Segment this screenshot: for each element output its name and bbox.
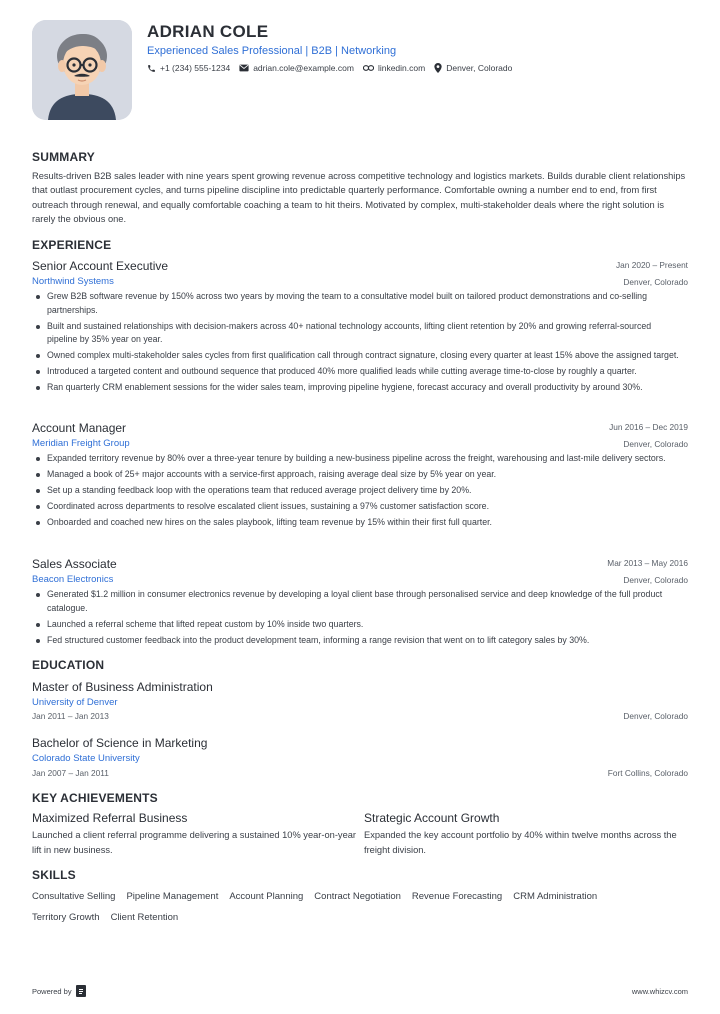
list-item: Built and sustained relationships with decision-makers across 40+ national technology accounts, lifting client retention by 20% and growing referral-sourced pipeline by 35% year on year. <box>32 320 682 347</box>
achievement-title: Strategic Account Growth <box>364 811 500 825</box>
achievement-text: Expanded the key account portfolio by 40% within twelve months across the freight division. <box>364 830 677 855</box>
job-company: Beacon Electronics <box>32 574 114 585</box>
education-location: Fort Collins, Colorado <box>607 768 688 778</box>
skill-tag: Pipeline Management <box>126 891 219 902</box>
school-name: Colorado State University <box>32 753 140 764</box>
skill-tag: CRM Administration <box>513 891 598 902</box>
candidate-name: ADRIAN COLE <box>147 22 269 41</box>
job-dates: Jun 2016 – Dec 2019 <box>609 422 688 432</box>
degree-title: Bachelor of Science in Marketing <box>32 736 208 750</box>
summary-text: Results-driven B2B sales leader with nine years spent growing revenue across competitive technology and logistics markets. Builds durable client relationships that outlast procurement cycles, and turns pipeline discipline into predictable quarterly performance. Comfortable owning a number end to end, from first outreach through renewal, and equally comfortable coaching a team to hit theirs. Motivated by complex, multi-stakeholder deals where the right solution is rarely the obvious one. <box>32 171 686 224</box>
job-title: Senior Account Executive <box>32 259 169 273</box>
job-title: Account Manager <box>32 421 127 435</box>
contact-phone[interactable] <box>147 63 230 73</box>
link-icon <box>363 64 374 72</box>
avatar <box>32 20 132 120</box>
education-dates: Jan 2007 – Jan 2011 <box>32 768 109 778</box>
degree-title: Master of Business Administration <box>32 680 213 694</box>
achievement-item <box>364 811 689 857</box>
list-item: Fed structured customer feedback into the product development team, informing a range revision that went on to lift category sales by 30%. <box>32 634 682 648</box>
list-item: Set up a standing feedback loop with the operations team that reduced average project delivery time by 20%. <box>32 484 682 498</box>
list-item: Managed a book of 25+ major accounts with a service-first approach, raising average deal size by 5% year on year. <box>32 468 682 482</box>
achievement-item <box>32 811 357 857</box>
skill-tag: Client Retention <box>110 912 179 923</box>
skill-tag: Consultative Selling <box>32 891 116 902</box>
phone-text: +1 (234) 555-1234 <box>160 63 231 73</box>
location-text: Denver, Colorado <box>446 63 513 73</box>
experience-heading: EXPERIENCE <box>32 238 112 252</box>
education-heading: EDUCATION <box>32 658 105 672</box>
list-item: Ran quarterly CRM enablement sessions for the wider sales team, improving pipeline hygiene, forecast accuracy and overall productivity by around 30%. <box>32 381 682 395</box>
skills-heading: SKILLS <box>32 868 76 882</box>
contact-email[interactable] <box>239 63 354 73</box>
skill-tag: Territory Growth <box>32 912 100 923</box>
avatar-illustration-icon <box>32 20 132 120</box>
whizcv-logo-icon <box>76 985 86 997</box>
list-item: Generated $1.2 million in consumer electronics revenue by developing a loyal client base through personalised service and deep knowledge of the full product catalogue. <box>32 588 682 615</box>
location-pin-icon <box>434 63 442 73</box>
job-dates: Mar 2013 – May 2016 <box>607 558 688 568</box>
phone-icon <box>147 64 156 73</box>
list-item: Launched a referral scheme that lifted repeat custom by 10% inside two quarters. <box>32 618 682 632</box>
job-bullets <box>32 452 682 532</box>
email-text: adrian.cole@example.com <box>253 63 354 73</box>
school-name: University of Denver <box>32 697 118 708</box>
powered-by <box>32 985 86 997</box>
list-item: Grew B2B software revenue by 150% across two years by moving the team to a consultative model built on tailored product demonstrations and co-selling partnerships. <box>32 290 682 317</box>
education-dates: Jan 2011 – Jan 2013 <box>32 711 109 721</box>
site-link[interactable]: www.whizcv.com <box>631 987 688 996</box>
list-item: Expanded territory revenue by 80% over a three-year tenure by building a new-business pipeline across the freight, warehousing and last-mile delivery sectors. <box>32 452 682 466</box>
summary-heading: SUMMARY <box>32 150 95 164</box>
skills-list <box>32 886 672 928</box>
list-item: Owned complex multi-stakeholder sales cycles from first qualification call through contract signature, closing every quarter at least 15% above the assigned target. <box>32 349 682 363</box>
achievement-title: Maximized Referral Business <box>32 811 188 825</box>
job-bullets <box>32 588 682 650</box>
list-item: Introduced a targeted content and outbound sequence that produced 40% more qualified leads while cutting average time-to-close by roughly a quarter. <box>32 365 682 379</box>
list-item: Coordinated across departments to resolve escalated client issues, sustaining a 97% customer satisfaction score. <box>32 500 682 514</box>
job-title: Sales Associate <box>32 557 117 571</box>
job-bullets <box>32 290 682 397</box>
contact-linkedin[interactable] <box>363 63 425 73</box>
linkedin-text: linkedin.com <box>377 63 426 73</box>
skill-tag: Contract Negotiation <box>314 891 401 902</box>
job-location: Denver, Colorado <box>623 439 688 449</box>
powered-by-label: Powered by <box>32 986 72 996</box>
skill-tag: Revenue Forecasting <box>411 891 503 902</box>
education-location: Denver, Colorado <box>623 711 688 721</box>
job-location: Denver, Colorado <box>623 277 688 287</box>
contact-location <box>434 63 512 73</box>
list-item: Onboarded and coached new hires on the sales playbook, lifting team revenue by 15% within their first full quarter. <box>32 516 682 530</box>
job-location: Denver, Colorado <box>623 575 688 585</box>
email-icon <box>239 64 249 72</box>
achievement-text: Launched a client referral programme delivering a sustained 10% year-on-year lift in new business. <box>32 830 357 855</box>
candidate-tagline: Experienced Sales Professional | B2B | Networking <box>147 45 397 57</box>
job-company: Northwind Systems <box>32 276 114 287</box>
job-company: Meridian Freight Group <box>32 438 130 449</box>
contact-bar <box>147 63 521 73</box>
job-dates: Jan 2020 – Present <box>616 260 688 270</box>
skill-tag: Account Planning <box>229 891 304 902</box>
achievements-heading: KEY ACHIEVEMENTS <box>32 791 158 805</box>
